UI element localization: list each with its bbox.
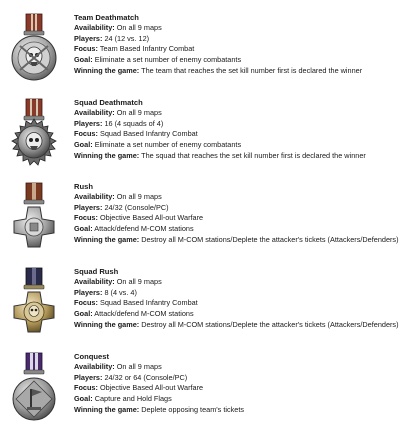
availability-row: Availability: On all 9 maps xyxy=(74,277,162,286)
players-row: Players: 24/32 or 64 (Console/PC) xyxy=(74,372,188,382)
goal-row: Goal: Eliminate a set number of enemy combatants xyxy=(74,140,242,150)
focus-row: Focus: Team Based Infantry Combat xyxy=(74,44,195,54)
availability-row: Availability: On all 9 maps xyxy=(74,362,162,371)
mode-title: Rush xyxy=(74,182,93,191)
winning-row: Winning the game: Deplete opposing team's tickets xyxy=(74,404,245,414)
players-row: Players: 24 (12 vs. 12) xyxy=(74,33,150,43)
winning-row: Winning the game: Destroy all M-COM stations/Deplete the attacker's tickets (Attackers/Defenders) xyxy=(74,319,399,329)
game-mode-squad-rush xyxy=(0,266,420,350)
players-row: Players: 24/32 (Console/PC) xyxy=(74,202,169,212)
winning-row: Winning the game: Destroy all M-COM stations/Deplete the attacker's tickets (Attackers/Defenders) xyxy=(74,234,399,244)
spiked-skull-medal-icon xyxy=(6,97,64,177)
game-mode-team-deathmatch xyxy=(0,12,420,96)
cross-medal-icon xyxy=(6,181,64,261)
game-mode-rush xyxy=(0,181,420,265)
availability-row: Availability: On all 9 maps xyxy=(74,23,162,32)
winning-row: Winning the game: The squad that reaches the set kill number first is declared the winner xyxy=(74,150,366,160)
focus-row: Focus: Squad Based Infantry Combat xyxy=(74,298,198,308)
goal-row: Goal: Attack/defend M-COM stations xyxy=(74,309,194,319)
focus-row: Focus: Squad Based Infantry Combat xyxy=(74,129,198,139)
mode-title: Squad Rush xyxy=(74,267,119,276)
mode-title: Conquest xyxy=(74,352,110,361)
goal-row: Goal: Attack/defend M-COM stations xyxy=(74,224,194,234)
mode-title: Squad Deathmatch xyxy=(74,98,143,107)
players-row: Players: 8 (4 vs. 4) xyxy=(74,287,137,297)
goal-row: Goal: Capture and Hold Flags xyxy=(74,394,172,404)
gold-cross-medal-icon xyxy=(6,266,64,346)
flag-medal-icon xyxy=(6,351,64,431)
mode-title: Team Deathmatch xyxy=(74,13,139,22)
availability-row: Availability: On all 9 maps xyxy=(74,108,162,117)
skull-medal-icon xyxy=(6,12,64,92)
players-row: Players: 16 (4 squads of 4) xyxy=(74,118,164,128)
goal-row: Goal: Eliminate a set number of enemy combatants xyxy=(74,55,242,65)
focus-row: Focus: Objective Based All-out Warfare xyxy=(74,213,204,223)
winning-row: Winning the game: The team that reaches the set kill number first is declared the winner xyxy=(74,65,363,75)
game-mode-conquest xyxy=(0,351,420,435)
availability-row: Availability: On all 9 maps xyxy=(74,192,162,201)
focus-row: Focus: Objective Based All-out Warfare xyxy=(74,383,204,393)
game-mode-squad-deathmatch xyxy=(0,97,420,181)
